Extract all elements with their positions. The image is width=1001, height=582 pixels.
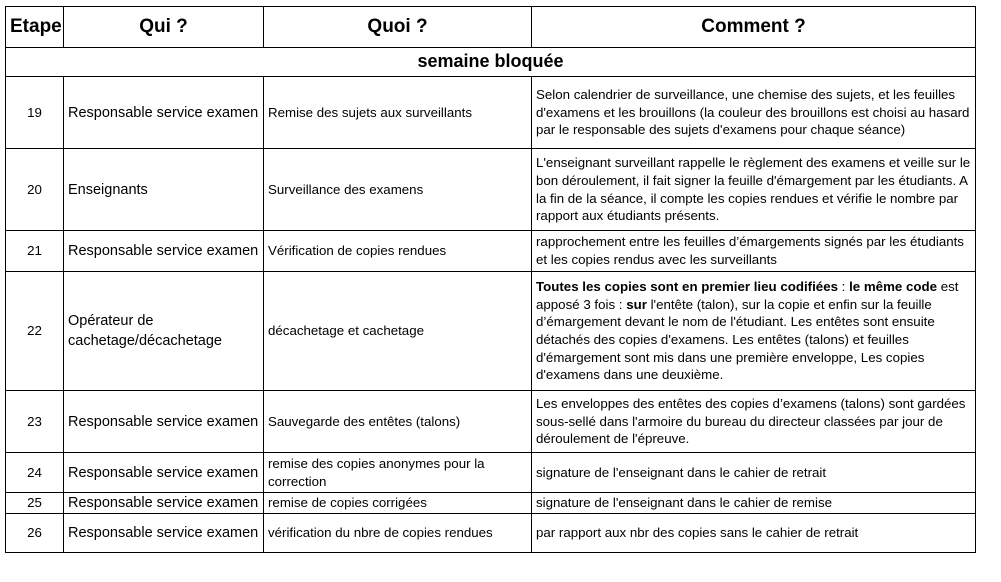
etape-cell: 23 — [6, 391, 64, 453]
qui-cell: Responsable service examen — [64, 493, 264, 514]
header-qui: Qui ? — [64, 7, 264, 48]
comment-cell: Selon calendrier de surveillance, une chemise des sujets, et les feuilles d'examens et les brouillons (la couleur des brouillons est choisi au hasard par le responsable des sujets d'examens pour chaque séance) — [532, 77, 976, 149]
qui-cell: Responsable service examen — [64, 391, 264, 453]
comment-cell: signature de l'enseignant dans le cahier de retrait — [532, 453, 976, 493]
etape-cell: 22 — [6, 272, 64, 391]
comment-bold: Toutes les copies sont en premier lieu codifiées — [536, 278, 838, 294]
qui-cell: Responsable service examen — [64, 514, 264, 553]
etape-cell: 24 — [6, 453, 64, 493]
quoi-cell: Remise des sujets aux surveillants — [264, 77, 532, 149]
comment-cell: signature de l'enseignant dans le cahier de remise — [532, 493, 976, 514]
comment-text: est apposé 3 fois : — [536, 278, 959, 312]
quoi-cell: Vérification de copies rendues — [264, 231, 532, 272]
comment-text: l'entête (talon), sur la copie et enfin sur la feuille d’émargement devant le nom de l'étudiant. Les entêtes sont ensuite détachés des copies d'examens. Les entêtes (talons) et feuilles d'émargement sont mis dans une première enveloppe, Les copies d'examens dans une deuxième. — [536, 296, 935, 383]
comment-bold: sur — [626, 296, 647, 312]
table-row — [6, 272, 976, 391]
quoi-cell: Sauvegarde des entêtes (talons) — [264, 391, 532, 453]
qui-cell: Opérateur de cachetage/décachetage — [64, 272, 264, 391]
table-row — [6, 453, 976, 493]
qui-cell: Responsable service examen — [64, 453, 264, 493]
section-row — [6, 48, 976, 77]
comment-bold: le même code — [849, 278, 938, 294]
quoi-cell: vérification du nbre de copies rendues — [264, 514, 532, 553]
quoi-cell: remise des copies anonymes pour la correction — [264, 453, 532, 493]
table-row — [6, 391, 976, 453]
comment-cell — [532, 272, 976, 391]
qui-cell: Responsable service examen — [64, 231, 264, 272]
table-row — [6, 493, 976, 514]
etape-cell: 25 — [6, 493, 64, 514]
etape-cell: 19 — [6, 77, 64, 149]
header-quoi: Quoi ? — [264, 7, 532, 48]
header-etape: Etape — [6, 7, 64, 48]
process-table — [5, 6, 976, 553]
qui-cell: Enseignants — [64, 149, 264, 231]
comment-cell: rapprochement entre les feuilles d’émargements signés par les étudiants et les copies rendus avec les surveillants — [532, 231, 976, 272]
comment-cell: L'enseignant surveillant rappelle le règlement des examens et veille sur le bon déroulement, il fait signer la feuille d'émargement par les étudiants. A la fin de la séance, il compte les copies rendues et vérifie le nombre par rapport aux étudiants présents. — [532, 149, 976, 231]
comment-cell: par rapport aux nbr des copies sans le cahier de retrait — [532, 514, 976, 553]
qui-cell: Responsable service examen — [64, 77, 264, 149]
comment-cell: Les enveloppes des entêtes des copies d’examens (talons) sont gardées sous-sellé dans l'armoire du bureau du directeur classées par jour de déroulement de l'épreuve. — [532, 391, 976, 453]
etape-cell: 21 — [6, 231, 64, 272]
section-title: semaine bloquée — [6, 48, 976, 77]
table-row — [6, 77, 976, 149]
comment-text: : — [837, 278, 850, 294]
quoi-cell: Surveillance des examens — [264, 149, 532, 231]
header-comment: Comment ? — [532, 7, 976, 48]
header-row — [6, 7, 976, 48]
quoi-cell: décachetage et cachetage — [264, 272, 532, 391]
table-row — [6, 149, 976, 231]
etape-cell: 26 — [6, 514, 64, 553]
quoi-cell: remise de copies corrigées — [264, 493, 532, 514]
table-row — [6, 514, 976, 553]
table-row — [6, 231, 976, 272]
etape-cell: 20 — [6, 149, 64, 231]
